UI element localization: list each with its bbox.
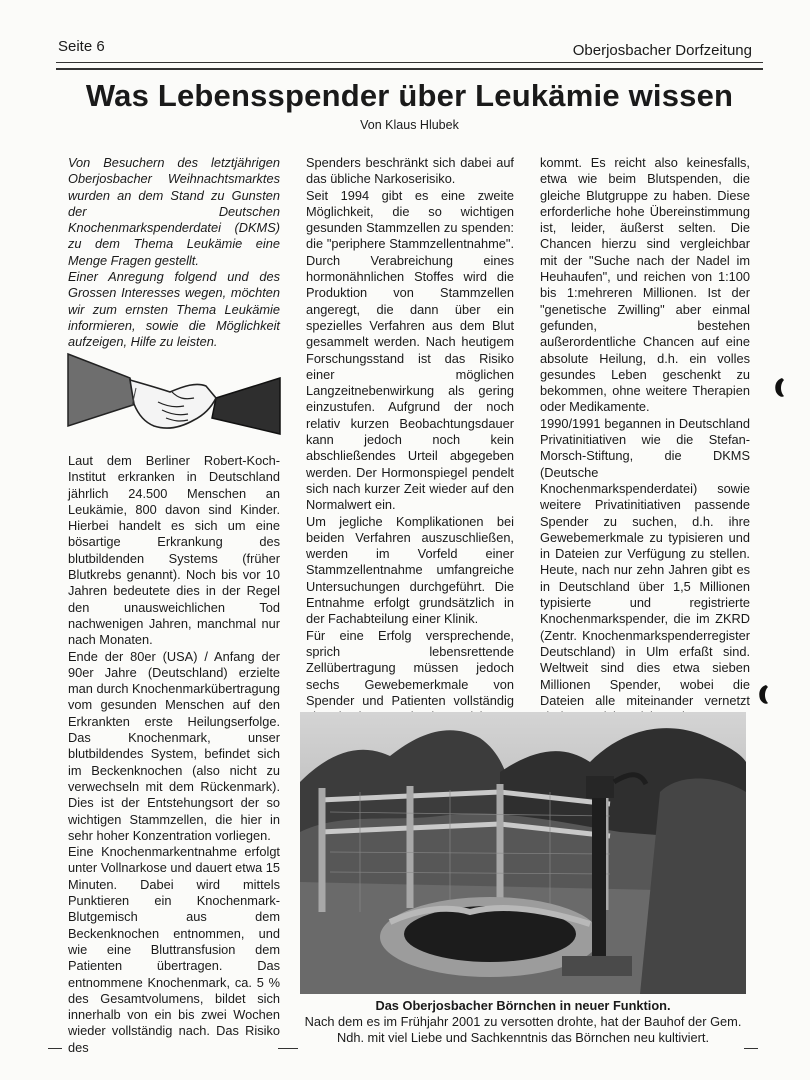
header-rule [56, 62, 763, 63]
caption-title: Das Oberjosbacher Börnchen in neuer Funktion. [375, 998, 671, 1013]
publication-name: Oberjosbacher Dorfzeitung [572, 42, 752, 59]
paragraph: Spenders beschränkt sich dabei auf das übliche Narkoserisiko. [306, 155, 514, 187]
photo-caption [300, 998, 746, 1046]
paragraph: Um jegliche Komplikationen bei beiden Verfahren auszuschließen, werden im Vorfeld einer Stammzellentnahme umfangreiche Untersuchungen durchgeführt. Die Entnahme erfolgt grundsätzlich in der Fachabteilung einer Klinik. [306, 513, 514, 627]
paragraph: kommt. Es reicht also keinesfalls, etwa wie beim Blutspenden, die gleiche Blutgruppe zu haben. Diese erforderliche hohe Übereinstimmung ist, leider, äußerst selten. Die Chancen hierzu sind vergleichbar mit der "Suche nach der Nadel im Heuhaufen", und reichen von 1:100 bis 1:mehreren Millionen. Ist der "genetische Zwilling" aber einmal gefunden, bestehen außerordentliche Chancen auf eine absolute Heilung, d.h. ein volles gesundes Leben geschenkt zu bekommen, ohne weitere Therapien oder Medikamente. [540, 155, 750, 415]
punch-hole-mark [756, 683, 774, 707]
caption-text: Nach dem es im Frühjahr 2001 zu versotten drohte, hat der Bauhof der Gem. Ndh. mit viel Liebe und Sachkenntnis das Börnchen neu kultiviert. [304, 1014, 742, 1045]
article-column-2 [306, 155, 514, 758]
well-photo [300, 712, 746, 994]
footer-rule [744, 1048, 758, 1049]
footer-rule [278, 1048, 298, 1049]
paragraph: 1990/1991 begannen in Deutschland Privatinitiativen wie die Stefan-Morsch-Stiftung, die DKMS (Deutsche Knochenmarkspenderdatei) sowie weitere Privatinitiativen passende Spender zu suchen, d.h. ihre Gewebemerkmale zu typisieren und in Dateien zur Verfügung zu stellen. Heute, nach nur zehn Jahren gibt es in Deutschland über 1,5 Millionen typisierte und registrierte Knochenmarkspender, die im ZKRD (Zentr. Knochenmarkspenderregister Deutschland) in Ulm erfaßt sind. Weltweit sind dies etwa sieben Millionen Spender, wobei die Dateien alle miteinander vernetzt [540, 415, 750, 708]
intro-paragraph: Einer Anregung folgend und des Grossen Interesses wegen, möchten wir zum ernsten Thema Leukämie informieren, sowie die Möglichkeit aufzeigen, Hilfe zu leisten. [68, 269, 280, 350]
article-column-1 [68, 453, 280, 1056]
paragraph: Eine Knochenmarkentnahme erfolgt unter Vollnarkose und dauert etwa 15 Minuten. Dabei wird mittels Punktieren ein Knochenmark-Blutgemisch aus dem Beckenknochen entnommen, und wie eine Bluttransfusion dem Patienten übertragen. Das entnommene Knochenmark, ca. 5 % des Gesamtvolumens, bildet sich innerhalb von ein bis zwei Wochen wieder vollständig nach. Das Risiko des [68, 844, 281, 1055]
paragraph: Laut dem Berliner Robert-Koch-Institut erkranken in Deutschland jährlich 24.500 Menschen an Leukämie, 800 davon sind Kinder. Hierbei handelt es sich um eine bösartige Erkrankung des blutbildenden Systems (früher Blutkrebs genannt). Noch bis vor 10 Jahren bedeutete dies in der Regel den unausweichlichen Tod nachwenigen Jahren, manchmal nur nach Monaten. [68, 453, 280, 648]
article-intro [68, 155, 280, 351]
paragraph: Ende der 80er (USA) / Anfang der 90er Jahre (Deutschland) erzielte man durch Knochenmarkübertragung vom gesunden Menschen auf den Erkrankten erste Heilungserfolge. Das Knochenmark, unser blutbildendes System, befindet sich im Beckenknochen (also nicht zu verwechseln mit dem Rückenmark). Dies ist der Entstehungsort der so wichtigen Stammzellen, die hier in sehr hoher Konzentration vorliegen. [68, 648, 280, 843]
handshake-illustration [66, 348, 282, 440]
paragraph: Für eine Erfolg versprechende, sprich lebensrettende Zellübertragung müssen jedoch sechs Gewebemerkmale von Spender und Patienten vollständig [306, 627, 514, 708]
punch-hole-mark [772, 376, 790, 400]
paragraph: Seit 1994 gibt es eine zweite Möglichkeit, die so wichtigen gesunden Stammzellen zu spenden: die "periphere Stammzellentnahme". Durch Verabreichung eines hormonähnlichen Stoffes wird die Produktion von Stammzellen angeregt, die dann über ein spezielles Verfahren aus dem Blut gesammelt werden. Nach heutigem Forschungsstand ist das Risiko einer möglichen Langzeitnebenwirkung als gering einzustufen. Aufgrund der noch relativ kurzen Beobachtungsdauer kann jedoch noch kein abschließendes Urteil abgegeben werden. Der Hormonspiegel pendelt sich nach kurzer Zeit wieder auf den Normalwert ein. [306, 187, 514, 513]
footer-rule [48, 1048, 62, 1049]
article-title: Was Lebensspender über Leukämie wissen [85, 78, 734, 113]
intro-paragraph: Von Besuchern des letztjährigen Oberjosbacher Weihnachtsmarktes wurden an dem Stand zu Gunsten der Deutschen Knochenmarkspenderdatei (DKMS) zu dem Thema Leukämie eine Menge Fragen gestellt. [68, 155, 280, 268]
header-rule-thick [56, 68, 763, 70]
page-number: Seite 6 [58, 38, 105, 55]
article-byline: Von Klaus Hlubek [360, 118, 459, 132]
article-column-3 [540, 155, 750, 725]
